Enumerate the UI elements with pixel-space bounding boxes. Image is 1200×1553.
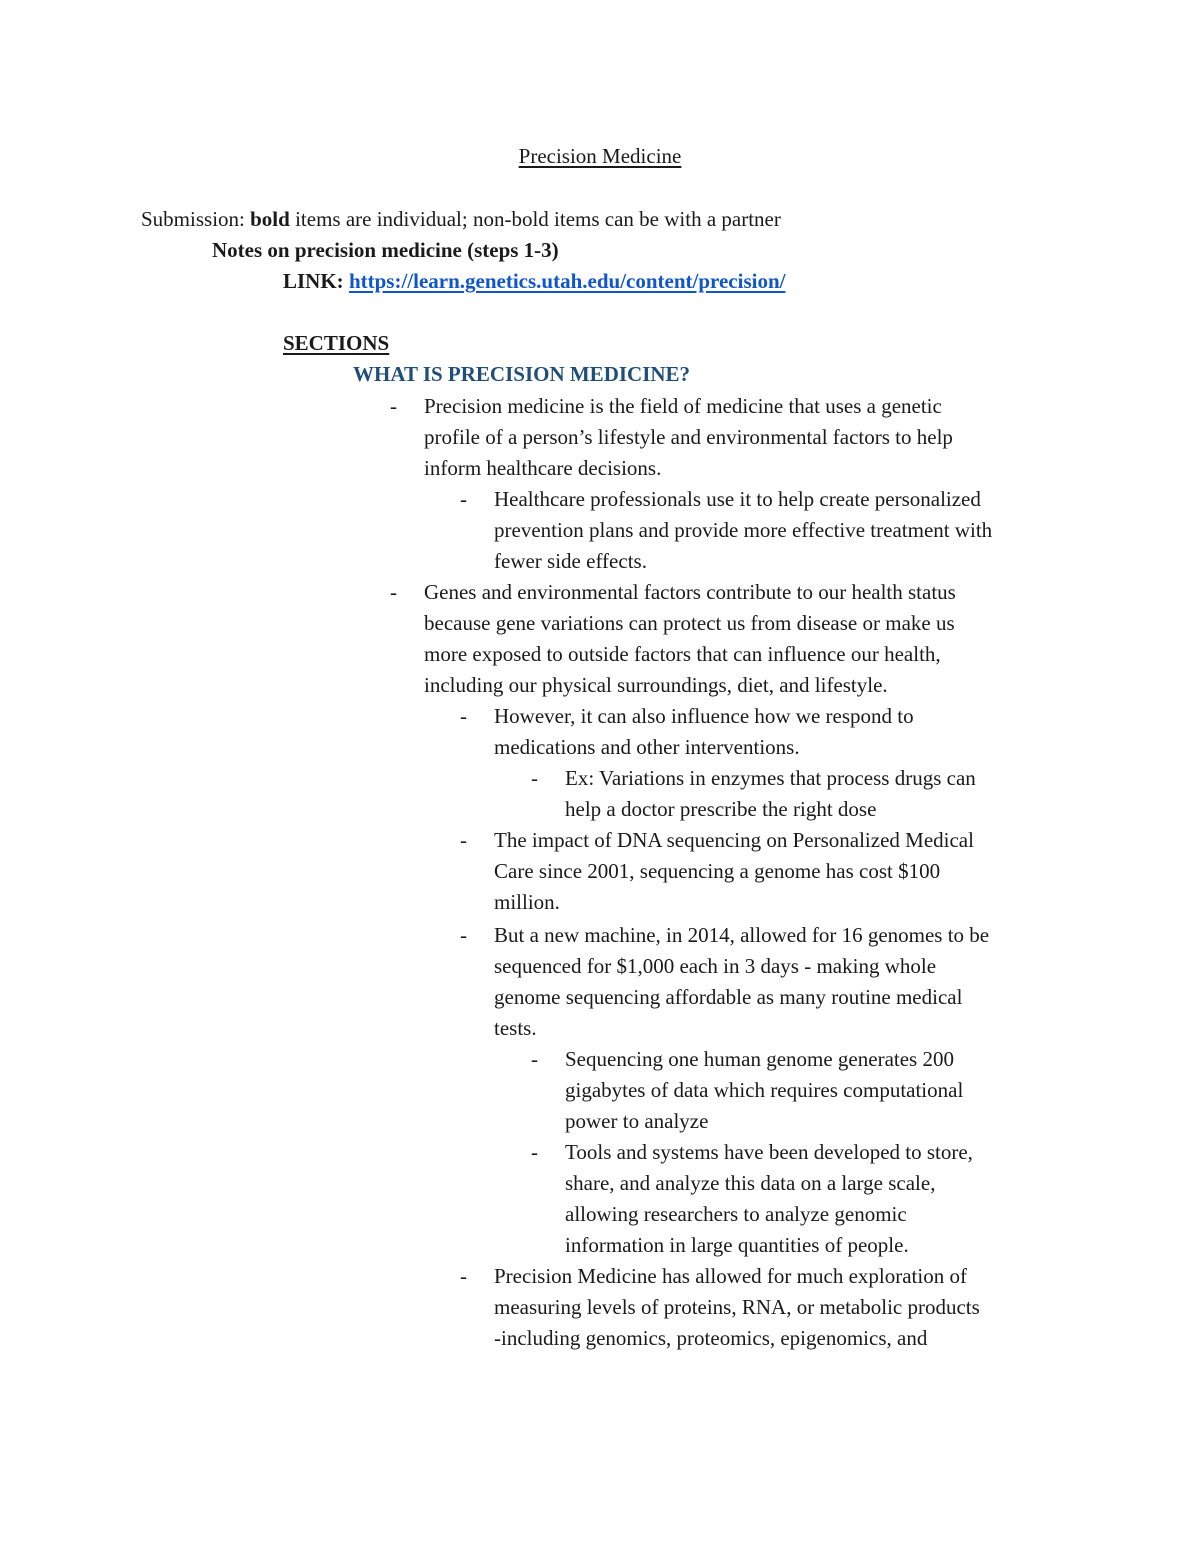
- list-item-line: Healthcare professionals use it to help create personalized: [494, 487, 981, 511]
- link-line: [283, 266, 785, 297]
- section-subheading: WHAT IS PRECISION MEDICINE?: [353, 362, 691, 386]
- list-item-line: fewer side effects.: [494, 549, 647, 573]
- bullet-dash: -: [531, 1140, 538, 1164]
- sections-heading: SECTIONS: [283, 331, 390, 355]
- list-item-line: measuring levels of proteins, RNA, or metabolic products: [494, 1295, 980, 1319]
- list-item-line: prevention plans and provide more effective treatment with: [494, 518, 993, 542]
- list-item-line: Genes and environmental factors contribute to our health status: [424, 580, 956, 604]
- bullet-dash: -: [460, 828, 467, 852]
- list-item-line: Ex: Variations in enzymes that process drugs can: [565, 766, 976, 790]
- list-item-line: profile of a person’s lifestyle and environmental factors to help: [424, 425, 953, 449]
- list-item-line: help a doctor prescribe the right dose: [565, 797, 877, 821]
- bullet-dash: -: [390, 394, 397, 418]
- list-item-line: Sequencing one human genome generates 200: [565, 1047, 954, 1071]
- document-title: Precision Medicine: [518, 144, 682, 168]
- bullet-dash: -: [460, 704, 467, 728]
- bullet-dash: -: [460, 487, 467, 511]
- list-item-line: Tools and systems have been developed to store,: [565, 1140, 973, 1164]
- list-item-line: because gene variations can protect us from disease or make us: [424, 611, 955, 635]
- list-item-line: However, it can also influence how we respond to: [494, 704, 914, 728]
- submission-bold-word: bold: [250, 207, 290, 231]
- link-label: LINK:: [283, 269, 349, 293]
- list-item-line: The impact of DNA sequencing on Personalized Medical: [494, 828, 974, 852]
- bullet-dash: -: [531, 766, 538, 790]
- precision-link[interactable]: https://learn.genetics.utah.edu/content/precision/: [348, 269, 786, 293]
- bullet-dash: -: [460, 923, 467, 947]
- submission-rest: items are individual; non-bold items can be with a partner: [289, 207, 781, 231]
- list-item-line: more exposed to outside factors that can influence our health,: [424, 642, 941, 666]
- bullet-dash: -: [390, 580, 397, 604]
- list-item-line: But a new machine, in 2014, allowed for 16 genomes to be: [494, 923, 990, 947]
- list-item-line: share, and analyze this data on a large scale,: [565, 1171, 936, 1195]
- list-item-line: million.: [494, 890, 560, 914]
- bullet-dash: -: [531, 1047, 538, 1071]
- notes-heading: Notes on precision medicine (steps 1-3): [212, 238, 559, 262]
- list-item-line: gigabytes of data which requires computational: [565, 1078, 964, 1102]
- bullet-dash: -: [460, 1264, 467, 1288]
- list-item-line: Precision Medicine has allowed for much exploration of: [494, 1264, 967, 1288]
- list-item-line: medications and other interventions.: [494, 735, 800, 759]
- list-item-line: genome sequencing affordable as many routine medical: [494, 985, 963, 1009]
- list-item-line: Care since 2001, sequencing a genome has cost $100: [494, 859, 941, 883]
- list-item-line: allowing researchers to analyze genomic: [565, 1202, 907, 1226]
- list-item-line: information in large quantities of people.: [565, 1233, 909, 1257]
- submission-note: [141, 204, 781, 235]
- list-item-line: inform healthcare decisions.: [424, 456, 662, 480]
- list-item-line: sequenced for $1,000 each in 3 days - making whole: [494, 954, 937, 978]
- list-item-line: -including genomics, proteomics, epigenomics, and: [494, 1326, 928, 1350]
- list-item-line: including our physical surroundings, diet, and lifestyle.: [424, 673, 888, 697]
- list-item-line: power to analyze: [565, 1109, 709, 1133]
- list-item-line: tests.: [494, 1016, 537, 1040]
- list-item-line: Precision medicine is the field of medicine that uses a genetic: [424, 394, 942, 418]
- submission-label: Submission:: [141, 207, 251, 231]
